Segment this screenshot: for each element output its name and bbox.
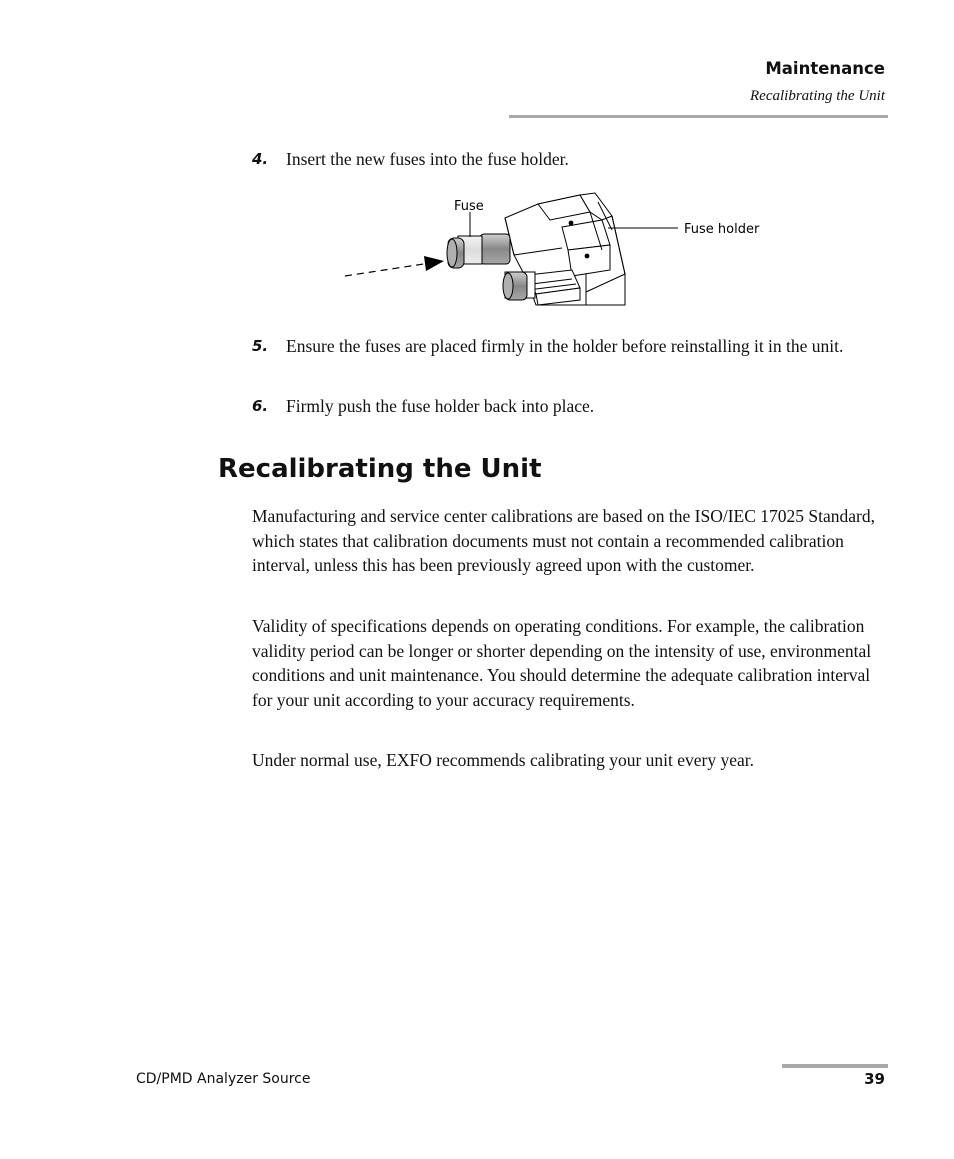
- footer-document-title: CD/PMD Analyzer Source: [136, 1071, 311, 1087]
- step-text: Insert the new fuses into the fuse holder.: [286, 149, 569, 169]
- running-header-chapter: Maintenance: [765, 59, 885, 78]
- body-paragraph-1: Manufacturing and service center calibrations are based on the ISO/IEC 17025 Standard, which states that calibration documents must not contain a recommended calibration interval, unless this has been previously agreed upon with the customer.: [252, 506, 875, 575]
- fuse-holder-figure: [340, 190, 770, 315]
- header-divider: [509, 115, 888, 118]
- fuse-holder-label: Fuse holder: [684, 222, 760, 237]
- fuse-holder-illustration: [340, 190, 770, 315]
- step-number: 6.: [252, 397, 269, 415]
- insert-arrow-line: [345, 263, 430, 276]
- page-number: 39: [864, 1070, 885, 1088]
- body-paragraph-3: Under normal use, EXFO recommends calibrating your unit every year.: [252, 750, 755, 770]
- section-heading: Recalibrating the Unit: [218, 454, 542, 484]
- insert-arrow-head: [424, 256, 444, 271]
- lower-fuse: [503, 272, 535, 300]
- step-text: Firmly push the fuse holder back into place.: [286, 396, 595, 416]
- step-number: 5.: [252, 337, 269, 355]
- upper-fuse: [447, 234, 510, 268]
- footer-divider: [782, 1064, 888, 1068]
- step-number: 4.: [252, 150, 269, 168]
- body-paragraph-2: Validity of specifications depends on operating conditions. For example, the calibration validity period can be longer or shorter depending on the intensity of use, environmental conditions and unit maintenance. You should determine the adequate calibration interval for your unit according to your accuracy requirements.: [252, 616, 872, 710]
- step-text: Ensure the fuses are placed firmly in the holder before reinstalling it in the unit.: [286, 336, 844, 356]
- running-header-section: Recalibrating the Unit: [750, 88, 885, 104]
- fuse-label: Fuse: [454, 199, 484, 214]
